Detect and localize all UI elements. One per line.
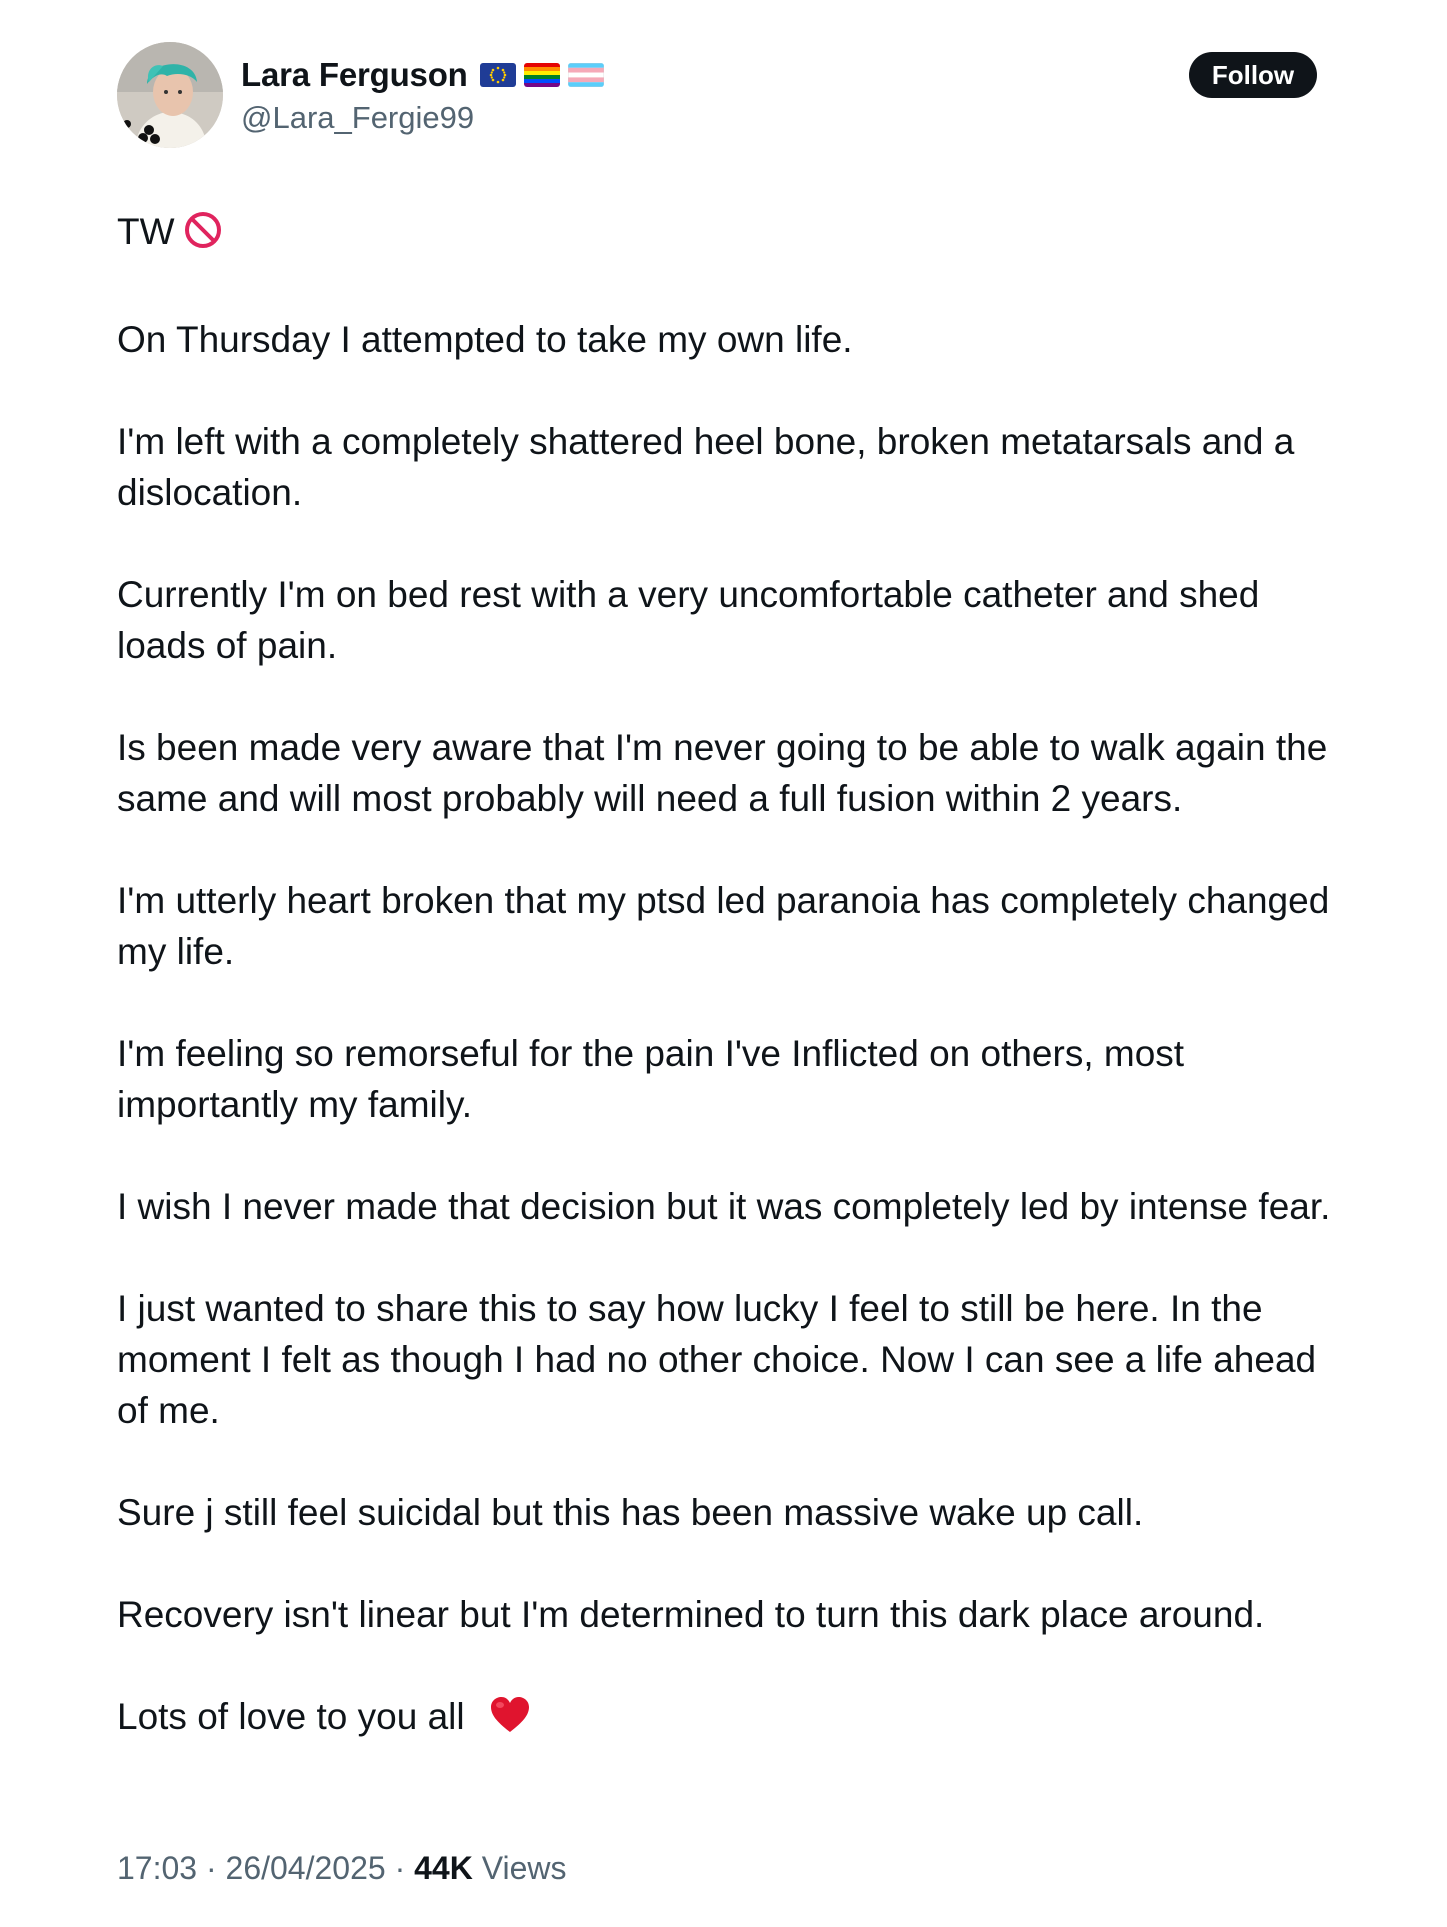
author-names xyxy=(241,52,604,136)
paragraph-6: I'm feeling so remorseful for the pain I've Inflicted on others, most importantly my family. xyxy=(117,1033,1195,1125)
eu-flag-icon xyxy=(480,63,516,87)
tweet-meta xyxy=(117,1850,566,1887)
views-label: Views xyxy=(481,1850,567,1886)
paragraph-5: I'm utterly heart broken that my ptsd led paranoia has completely changed my life. xyxy=(117,880,1340,972)
trigger-warning-text: TW xyxy=(117,211,175,252)
post-date[interactable]: 26/04/2025 xyxy=(225,1850,386,1886)
paragraph-2: I'm left with a completely shattered heel bone, broken metatarsals and a dislocation. xyxy=(117,421,1305,513)
tweet-text xyxy=(117,206,1347,1748)
paragraph-8: I just wanted to share this to say how lucky I feel to still be here. In the moment I felt as though I had no other choice. Now I can see a life ahead of me. xyxy=(117,1288,1327,1431)
user-handle[interactable]: @Lara_Fergie99 xyxy=(241,100,475,135)
display-name-row xyxy=(241,52,604,98)
meta-separator-2: · xyxy=(394,1850,406,1886)
transgender-flag-icon xyxy=(568,63,604,87)
tweet-header xyxy=(117,42,1317,152)
paragraph-10: Recovery isn't linear but I'm determined to turn this dark place around. xyxy=(117,1594,1265,1635)
avatar-photo-icon xyxy=(117,42,223,148)
follow-button[interactable]: Follow xyxy=(1189,52,1317,98)
display-name[interactable]: Lara Ferguson xyxy=(241,56,468,93)
paragraph-9: Sure j still feel suicidal but this has been massive wake up call. xyxy=(117,1492,1144,1533)
closing-line xyxy=(117,1691,1347,1748)
meta-separator: · xyxy=(205,1850,217,1886)
paragraph-1: On Thursday I attempted to take my own life. xyxy=(117,319,853,360)
post-time[interactable]: 17:03 xyxy=(117,1850,198,1886)
red-heart-icon xyxy=(489,1695,531,1748)
avatar[interactable] xyxy=(117,42,223,148)
prohibited-icon xyxy=(183,210,223,263)
views-count: 44K xyxy=(414,1850,473,1886)
paragraph-3: Currently I'm on bed rest with a very uncomfortable catheter and shed loads of pain. xyxy=(117,574,1270,666)
profile-flags xyxy=(480,63,604,87)
rainbow-flag-icon xyxy=(524,63,560,87)
paragraph-7: I wish I never made that decision but it was completely led by intense fear. xyxy=(117,1186,1331,1227)
trigger-warning xyxy=(117,206,1347,263)
paragraph-4: Is been made very aware that I'm never going to be able to walk again the same and will most probably will need a full fusion within 2 years. xyxy=(117,727,1338,819)
closing-text: Lots of love to you all xyxy=(117,1696,475,1737)
